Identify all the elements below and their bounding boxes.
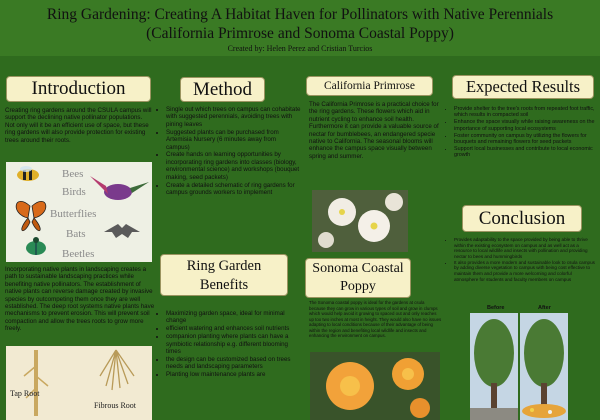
introduction-para-1: Creating ring gardens around the CSULA campus will support the declining native pollinator populations. Not only will it be an efficient use of space, but these ring gardens will also provide protection for existing trees around their roots. (5, 107, 152, 144)
expected-results-list (446, 106, 596, 159)
conclusion-item: • It also provides a more modern and sustainable look to csula campus by adding diverse vegetation to campus with being cost effective to maintain them and provide a more welcoming and colorful atmosphere for students and faculty members on campus (454, 260, 596, 282)
beetle-icon (26, 237, 46, 255)
method-item: • Create hands on learning opportunities by incorporating ring gardens into classes (biology, environmental science) and workshops (bouquet making, seed packets) (166, 151, 301, 181)
roots-illustration (6, 346, 152, 420)
tap-root-icon (24, 350, 48, 416)
conclusion-item: • Provides adaptability to the space provided by being able to thrive within the existing ecosystem on campus and as well act as a resource to local wildlife and insects with pollination and providing nectar to bees and hummingbirds (454, 237, 596, 259)
expected-item: • Support local businesses and contribute to local economic growth (454, 146, 596, 159)
poppy-text: The Sonoma coastal poppy is ideal for the gardens at csula because they can grow in various types of soil and grow in clumps which would help avoid it growing to spaced out and only reaches up too two inches at most in height. They would also have no issues adapting to local conditions because of their advantage of being within the region and benefiting local wildlife and insects and enhancing the environment on campus. (309, 300, 442, 338)
primrose-text: The California Primrose is a practical choice for the ring gardens. These flowers which aid in nutrient cycling to enhance soil health. Furthermore it can provide a valuable source of nectar for bumblebees, an endangered specie native to California. The seasonal blooms will enhance the campus space visually between spring and summer. (309, 101, 439, 160)
benefit-item: • companion planting where plants can have a symbiotic relationship e.g. different blooming times (166, 333, 301, 355)
primrose-photo (312, 190, 408, 252)
bird-icon (90, 176, 149, 200)
pollinators-illustration (6, 162, 152, 262)
introduction-para-2: Incorporating native plants in landscaping creates a path to sustainable landscaping practices while benefiting native pollinators. The establishment of native plants can reverse damage created by invasive species by outcompeting them once they are well established. The deep root systems native plants have mechanisms to prevent erosion. This will prevent soil compaction and allow the trees roots to grow more freely. (5, 266, 155, 333)
fibrous-root-icon (100, 350, 134, 390)
poppy-photo (310, 352, 440, 420)
label-tap-root: Tap Root (10, 389, 40, 398)
title-line-1: Ring Gardening: Creating A Habitat Haven for Pollinators with Native Perennials (46, 6, 554, 23)
poppy-svg (310, 352, 440, 420)
pollinators-svg (6, 162, 152, 262)
expected-item: • Enhance the space visually while raising awareness on the importance of supporting local ecosystems (454, 119, 596, 132)
benefit-item: • the design can be customized based on trees needs and landscaping parameters (166, 356, 301, 371)
primrose-svg (312, 190, 408, 252)
primrose-heading: California Primrose (306, 76, 433, 96)
benefit-item: • efficient watering and enhances soil nutrients (166, 325, 301, 332)
bat-icon (104, 224, 140, 238)
benefits-heading: Ring Garden Benefits (160, 254, 288, 296)
label-bats: Bats (66, 228, 86, 240)
method-item: • Single out which trees on campus can cohabitate with suggested perennials, avoiding trees with pining leaves (166, 106, 301, 128)
label-butterflies: Butterflies (50, 208, 97, 220)
benefit-item: • Maximizing garden space, ideal for minimal change (166, 310, 301, 325)
bee-icon (17, 166, 39, 181)
label-birds: Birds (62, 186, 86, 198)
poppy-heading: Sonoma Coastal Poppy (305, 258, 411, 298)
method-item: • Create a detailed schematic of ring gardens for campus grounds workers to implement (166, 182, 301, 197)
method-list (158, 106, 301, 197)
before-tree-svg (470, 313, 518, 420)
roots-svg (6, 346, 152, 420)
expected-item: • Foster community on campus by utilizing the flowers for bouquets and remaining flowers for seed packets (454, 133, 596, 146)
after-label: After (538, 305, 551, 311)
label-beetles: Beetles (62, 248, 95, 260)
introduction-heading: Introduction (6, 76, 151, 102)
method-heading: Method (180, 77, 265, 102)
benefits-list (158, 310, 301, 379)
label-fibrous-root: Fibrous Root (94, 401, 137, 410)
conclusion-list (446, 237, 596, 283)
title-line-2: (California Primrose and Sonoma Coastal Poppy) (146, 25, 454, 42)
before-photo (470, 313, 518, 420)
authors: Created by: Helen Perez and Cristian Turcios (227, 44, 373, 53)
conclusion-heading: Conclusion (462, 205, 582, 232)
butterfly-icon (16, 201, 46, 230)
poster-title (0, 5, 600, 43)
benefit-item: • Planting low maintenance plants are (166, 371, 301, 378)
before-label: Before (487, 305, 505, 311)
after-photo (520, 313, 568, 420)
label-bees: Bees (62, 168, 84, 180)
expected-item: • Provide shelter to the tree's roots from repeated foot traffic, which results in compacted soil (454, 106, 596, 119)
method-item: • Suggested plants can be purchased from Artemisia Nursery (6 minutes away from campus) (166, 129, 301, 151)
expected-results-heading: Expected Results (452, 75, 594, 99)
after-tree-svg (520, 313, 568, 420)
